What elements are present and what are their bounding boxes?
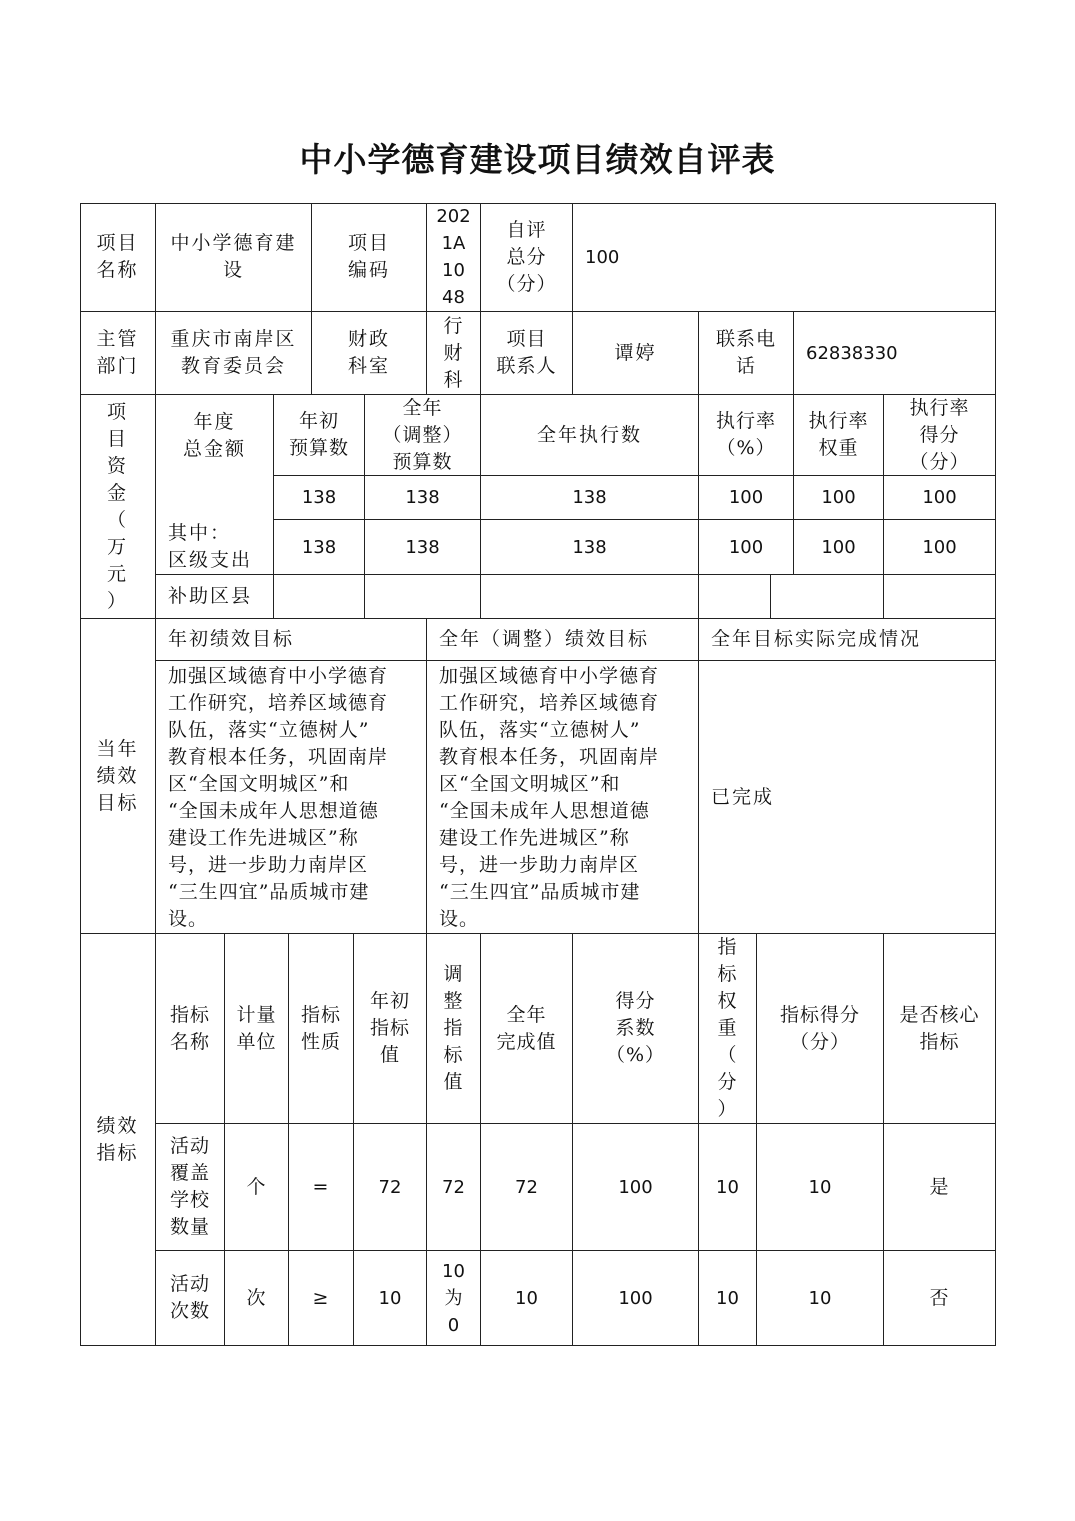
indicator-cell-name: 活动 次数: [156, 1251, 225, 1346]
indicator-cell-core: 否: [884, 1251, 996, 1346]
phone-value: 62838330: [794, 312, 996, 395]
contact-label: 项目 联系人: [481, 312, 573, 395]
funds-weight-header: 执行率 权重: [794, 395, 884, 476]
project-name-label: 项目 名称: [80, 203, 156, 312]
project-name-value: 中小学德育建 设: [156, 203, 312, 312]
funds-cell-executed: 138: [481, 476, 699, 520]
goal-actual-text: 已完成: [699, 661, 996, 934]
funds-cell-initial: 138: [274, 476, 365, 520]
funds-cell-rate: [699, 575, 771, 619]
indicator-cell-score: 10: [757, 1124, 884, 1251]
indicator-cell-coef: 100: [573, 1124, 699, 1251]
funds-cell-score: 100: [884, 476, 996, 520]
indicator-cell-initial: 72: [354, 1124, 427, 1251]
indicator-cell-weight: 10: [699, 1251, 757, 1346]
funds-cell-adjusted: 138: [365, 476, 481, 520]
funds-cell-adjusted: 138: [365, 520, 481, 575]
indicator-cell-complete: 10: [481, 1251, 573, 1346]
indicator-cell-core: 是: [884, 1124, 996, 1251]
dept-value: 重庆市南岸区 教育委员会: [156, 312, 312, 395]
indicator-header-coef: 得分 系数 （%）: [573, 934, 699, 1124]
funds-row-total-label: [156, 476, 274, 520]
funds-cell-score: 100: [884, 520, 996, 575]
goal-adjusted-text: 加强区域德育中小学德育 工作研究，培养区域德育 队伍，落实“立德树人” 教育根本任务，巩固南岸 区“全国文明城区”和 “全国未成年人思想道德 建设工作先进城区”称 号，进一步助力南岸区 “三生四宜”品质城市建 设。: [427, 661, 699, 934]
indicator-cell-adjusted: 72: [427, 1124, 481, 1251]
indicator-cell-nature: ≥: [289, 1251, 354, 1346]
indicator-cell-adjusted: 10 为 0: [427, 1251, 481, 1346]
funds-cell-executed: [481, 575, 699, 619]
indicator-cell-unit: 次: [225, 1251, 289, 1346]
indicator-cell-name: 活动 覆盖 学校 数量: [156, 1124, 225, 1251]
funds-cell-weight: 100: [794, 476, 884, 520]
funds-cell-initial: [274, 575, 365, 619]
project-code-label: 项目 编码: [312, 203, 427, 312]
indicator-header-initial: 年初 指标 值: [354, 934, 427, 1124]
indicator-cell-coef: 100: [573, 1251, 699, 1346]
indicator-cell-unit: 个: [225, 1124, 289, 1251]
goals-side-label: 当年 绩效 目标: [80, 619, 156, 934]
funds-cell-rate: 100: [699, 476, 794, 520]
indicator-header-adjusted: 调 整 指 标 值: [427, 934, 481, 1124]
page-title: 中小学德育建设项目绩效自评表: [299, 140, 776, 179]
project-code-value: 202 1A 10 48: [427, 203, 481, 312]
self-score-value: 100: [573, 203, 996, 312]
funds-cell-weight: [771, 575, 884, 619]
goal-actual-header: 全年目标实际完成情况: [699, 619, 996, 661]
funds-row-county-label: 补助区县: [156, 575, 274, 619]
goal-initial-text: 加强区域德育中小学德育 工作研究，培养区域德育 队伍，落实“立德树人” 教育根本任务，巩固南岸 区“全国文明城区”和 “全国未成年人思想道德 建设工作先进城区”称 号，进一步助力南岸区 “三生四宜”品质城市建 设。: [156, 661, 427, 934]
office-value: 行 财 科: [427, 312, 481, 395]
funds-initial-header: 年初 预算数: [274, 395, 365, 476]
funds-cell-score: [884, 575, 996, 619]
indicator-header-name: 指标 名称: [156, 934, 225, 1124]
indicator-header-nature: 指标 性质: [289, 934, 354, 1124]
funds-total-header: 年度 总金额: [156, 395, 274, 476]
funds-score-header: 执行率 得分 （分）: [884, 395, 996, 476]
indicator-cell-initial: 10: [354, 1251, 427, 1346]
indicator-header-score: 指标得分 （分）: [757, 934, 884, 1124]
funds-cell-initial: 138: [274, 520, 365, 575]
funds-row-district-label: 其中： 区级支出: [156, 520, 274, 575]
phone-label: 联系电 话: [699, 312, 794, 395]
indicator-header-unit: 计量 单位: [225, 934, 289, 1124]
indicator-header-complete: 全年 完成值: [481, 934, 573, 1124]
goal-initial-header: 年初绩效目标: [156, 619, 427, 661]
indicator-cell-complete: 72: [481, 1124, 573, 1251]
indicators-side-label: 绩效 指标: [80, 934, 156, 1346]
office-label: 财政 科室: [312, 312, 427, 395]
dept-label: 主管 部门: [80, 312, 156, 395]
contact-value: 谭婷: [573, 312, 699, 395]
indicator-cell-nature: =: [289, 1124, 354, 1251]
funds-cell-rate: 100: [699, 520, 794, 575]
funds-rate-header: 执行率 （%）: [699, 395, 794, 476]
indicator-cell-weight: 10: [699, 1124, 757, 1251]
indicator-cell-score: 10: [757, 1251, 884, 1346]
indicator-header-weight: 指 标 权 重 （ 分 ）: [699, 934, 757, 1124]
funds-cell-adjusted: [365, 575, 481, 619]
self-score-label: 自评 总分 （分）: [481, 203, 573, 312]
goal-adjusted-header: 全年（调整）绩效目标: [427, 619, 699, 661]
funds-side-label: 项 目 资 金 （ 万 元 ）: [80, 395, 156, 619]
funds-adjusted-header: 全年 （调整） 预算数: [365, 395, 481, 476]
funds-cell-weight: 100: [794, 520, 884, 575]
funds-cell-executed: 138: [481, 520, 699, 575]
indicator-header-core: 是否核心 指标: [884, 934, 996, 1124]
funds-executed-header: 全年执行数: [481, 395, 699, 476]
